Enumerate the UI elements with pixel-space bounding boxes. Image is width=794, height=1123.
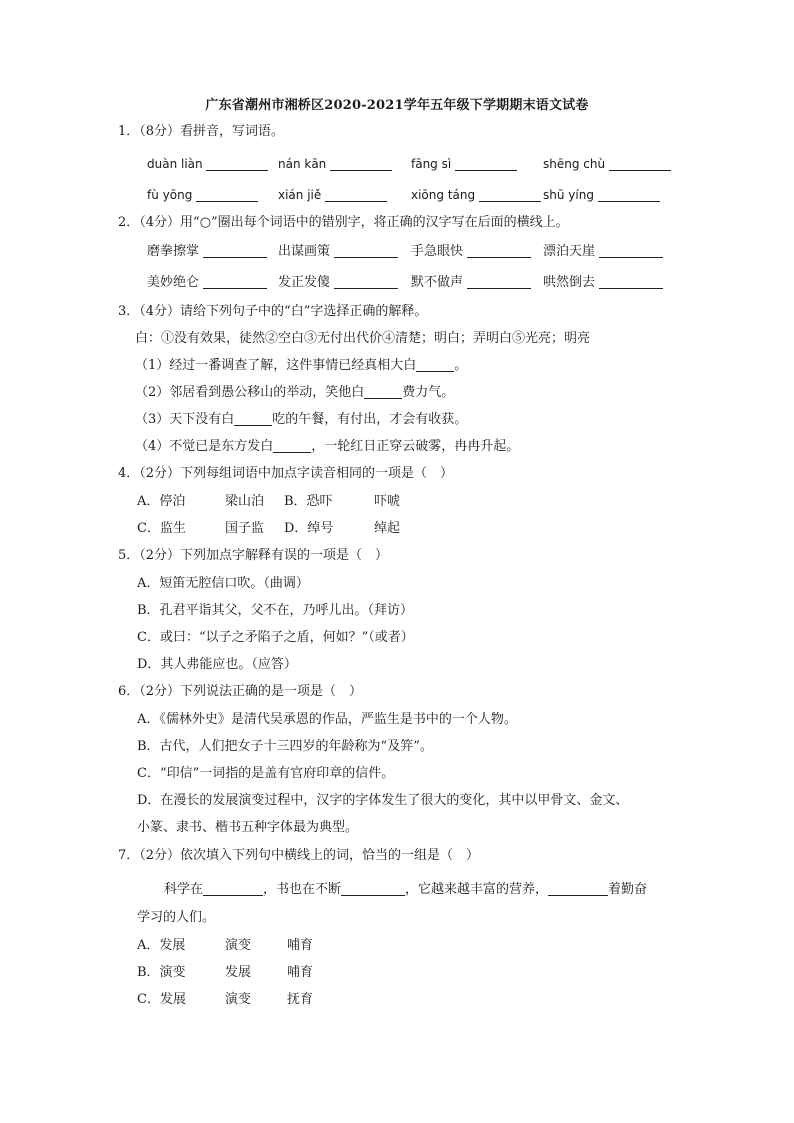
answer-blank[interactable] [416, 357, 454, 372]
question-4-stem: 4．（2分）下列每组词语中加点字读音相同的一项是（ ） [118, 466, 454, 481]
pinyin-item: xiōng táng [411, 186, 541, 204]
option-c[interactable]: C．监生 [137, 521, 186, 536]
option-b[interactable]: B．孔君平诣其父，父不在，乃呼儿出。（拜访） [137, 603, 414, 618]
answer-blank[interactable] [598, 187, 660, 202]
word-item: 磨拳擦掌 [147, 243, 267, 261]
option-text: 吓唬 [374, 494, 401, 509]
word-item: 漂泊天崖 [543, 243, 663, 261]
answer-blank[interactable] [273, 438, 311, 453]
word-item: 出谋画策 [278, 243, 398, 261]
question-6-stem: 6．（2分）下列说法正确的是一项是（ ） [118, 684, 363, 699]
option-d[interactable]: D．其人弗能应也。（应答） [137, 657, 297, 672]
word-item: 哄然倒去 [543, 274, 663, 292]
option-text: 哺育 [287, 965, 314, 980]
option-text: 哺育 [287, 938, 314, 953]
option-d[interactable]: D．绰号 [284, 521, 334, 536]
option-d[interactable]: D．在漫长的发展演变过程中，汉字的字体发生了很大的变化，其中以甲骨文、金文、 [137, 793, 629, 808]
word-item: 默不做声 [411, 274, 531, 292]
option-c[interactable]: C．或曰：“以子之矛陷子之盾，何如？”（或者） [137, 630, 414, 645]
answer-blank[interactable] [206, 156, 268, 171]
question-3-stem: 3．（4分）请给下列句子中的“白”字选择正确的解释。 [118, 304, 428, 319]
option-a[interactable]: A．停泊 [137, 494, 186, 509]
option-text: 国子监 [225, 521, 265, 536]
option-text: 抚育 [287, 992, 314, 1007]
word-item: 手急眼快 [411, 243, 531, 261]
pinyin-item: duàn liàn [147, 155, 268, 173]
answer-blank[interactable] [196, 187, 258, 202]
answer-blank[interactable] [609, 156, 671, 171]
option-b[interactable]: B．古代，人们把女子十三四岁的年龄称为“及笄”。 [137, 739, 433, 754]
answer-blank[interactable] [334, 274, 398, 289]
answer-blank[interactable] [325, 187, 387, 202]
answer-blank[interactable] [467, 274, 531, 289]
option-label[interactable]: A．发展 [137, 938, 186, 953]
question-5-stem: 5．（2分）下列加点字解释有误的一项是（ ） [118, 548, 389, 563]
option-text: 发展 [225, 965, 252, 980]
answer-blank[interactable] [455, 156, 517, 171]
sentence-item: （1）经过一番调查了解，这件事情已经真相大白 。 [135, 358, 468, 373]
answer-blank[interactable] [467, 243, 531, 258]
answer-blank[interactable] [330, 156, 392, 171]
question-1-stem: 1．（8分）看拼音，写词语。 [118, 124, 285, 139]
definition-list: 白：①没有效果，徒然②空白③无付出代价④清楚；明白；弄明白⑤光亮；明亮 [135, 331, 591, 346]
answer-blank[interactable] [479, 187, 541, 202]
option-d-continued: 小篆、隶书、楷书五种字体最为典型。 [137, 820, 359, 835]
option-text: 梁山泊 [225, 494, 265, 509]
answer-blank[interactable] [364, 384, 402, 399]
sentence-item: （2）邻居看到愚公移山的举动，笑他白 费力气。 [135, 385, 455, 400]
pinyin-item: shēng chù [543, 155, 671, 173]
pinyin-item: xián jiě [278, 186, 387, 204]
option-text: 演变 [225, 992, 252, 1007]
option-a[interactable]: A．短笛无腔信口吹。（曲调） [137, 576, 309, 591]
answer-blank[interactable] [203, 881, 263, 896]
fill-in-sentence-continued: 学习的人们。 [137, 910, 216, 925]
pinyin-item: shū yíng [543, 186, 660, 204]
question-2-stem: 2．（4分）用“○”圈出每个词语中的错别字，将正确的汉字写在后面的横线上。 [118, 215, 569, 230]
option-label[interactable]: C．发展 [137, 992, 186, 1007]
pinyin-item: nán kān [278, 155, 392, 173]
option-label[interactable]: B．演变 [137, 965, 186, 980]
pinyin-item: fù yōng [147, 186, 258, 204]
answer-blank[interactable] [203, 243, 267, 258]
fill-in-sentence: 科学在 ，书也在不断 ，它越来越丰富的营养， 着勤奋 [164, 882, 648, 897]
option-a[interactable]: A．《儒林外史》是清代吴承恩的作品，严监生是书中的一个人物。 [137, 712, 517, 727]
word-item: 发正发傻 [278, 274, 398, 292]
question-7-stem: 7．（2分）依次填入下列句中横线上的词，恰当的一组是（ ） [118, 848, 480, 863]
answer-blank[interactable] [341, 881, 405, 896]
answer-blank[interactable] [548, 881, 608, 896]
answer-blank[interactable] [334, 243, 398, 258]
option-b[interactable]: B．恐吓 [284, 494, 333, 509]
answer-blank[interactable] [599, 274, 663, 289]
option-text: 绰起 [374, 521, 401, 536]
answer-blank[interactable] [203, 274, 267, 289]
word-item: 美妙绝仑 [147, 274, 267, 292]
option-text: 演变 [225, 938, 252, 953]
option-c[interactable]: C．“印信”一词指的是盖有官府印章的信件。 [137, 766, 395, 781]
pinyin-item: fāng sì [411, 155, 517, 173]
sentence-item: （4）不觉已是东方发白 ，一轮红日正穿云破雾，冉冉升起。 [135, 439, 520, 454]
exam-title: 广东省潮州市湘桥区2020-2021学年五年级下学期期末语文试卷 [205, 98, 589, 113]
answer-blank[interactable] [234, 411, 272, 426]
answer-blank[interactable] [599, 243, 663, 258]
sentence-item: （3）天下没有白 吃的午餐，有付出，才会有收获。 [135, 412, 468, 427]
